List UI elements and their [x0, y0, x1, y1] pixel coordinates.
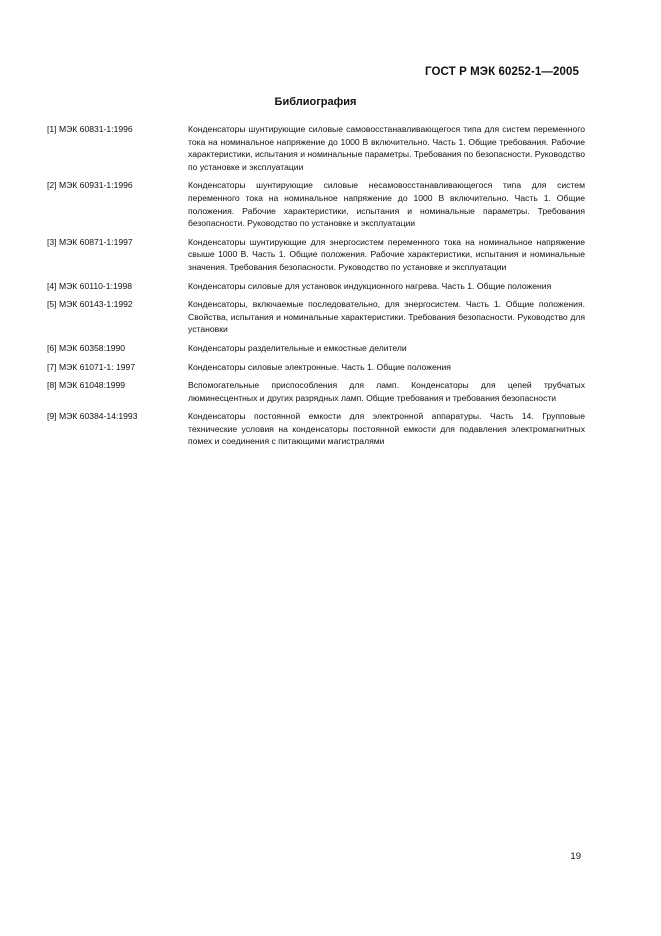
bibliography-entry [47, 410, 585, 448]
bibliography-text: Конденсаторы шунтирующие силовые самовосстанавливающегося типа для систем переменного тока на номинальное напряжение до 1000 В включительно. Часть 1. Общие требования. Рабочие характеристики, испытания и номинальные параметры. Требования по безопасности. Руководство по установке и эксплуатации [188, 124, 585, 172]
bibliography-ref: [6] МЭК 60358:1990 [47, 342, 126, 353]
bibliography-entry [47, 123, 585, 173]
bibliography-ref: [8] МЭК 61048:1999 [47, 380, 126, 391]
bibliography-text: Конденсаторы, включаемые последовательно, для энергосистем. Часть 1. Общие положения. Свойства, испытания и номинальные характеристики. Требования безопасности. Руководство для установки [188, 299, 585, 335]
bibliography-ref: [9] МЭК 60384-14:1993 [47, 411, 138, 422]
bibliography-entry [47, 379, 585, 404]
bibliography-ref: [3] МЭК 60871-1:1997 [47, 236, 133, 247]
bibliography-ref: [4] МЭК 60110-1:1998 [47, 280, 133, 291]
bibliography-entry [47, 280, 585, 293]
bibliography-list [47, 123, 585, 454]
bibliography-text: Конденсаторы шунтирующие силовые несамовосстанавливающегося типа для систем переменного тока на номинальное напряжение до 1000 В включительно. Часть 1. Общие положения. Рабочие характеристики, испытания и номинальные параметры. Требования безопасности. Руководство по установке и эксплуатации [188, 180, 585, 229]
bibliography-ref: [5] МЭК 60143-1:1992 [47, 299, 133, 310]
bibliography-text: Конденсаторы шунтирующие для энергосистем переменного тока на номинальное напряжение свыше 1000 В. Часть 1. Общие положения. Рабочие характеристики, испытания и номинальные значения. Требования безопасности. Руководство по установке и эксплуатации [188, 236, 585, 272]
bibliography-text: Конденсаторы разделительные и емкостные делители [188, 342, 407, 353]
bibliography-text: Конденсаторы силовые для установок индукционного нагрева. Часть 1. Общие положения [188, 280, 552, 291]
bibliography-entry [47, 298, 585, 336]
page-title: Библиография [274, 96, 357, 108]
bibliography-entry [47, 361, 585, 374]
bibliography-ref: [1] МЭК 60831-1:1996 [47, 124, 133, 134]
bibliography-ref: [7] МЭК 61071-1: 1997 [47, 361, 136, 372]
bibliography-ref: [2] МЭК 60931-1:1996 [47, 180, 133, 191]
bibliography-entry [47, 236, 585, 274]
bibliography-text: Конденсаторы постоянной емкости для электронной аппаратуры. Часть 14. Групповые технические условия на конденсаторы постоянной емкости для подавления электромагнитных помех и соединения с питающими магистралями [188, 411, 585, 447]
bibliography-text: Конденсаторы силовые электронные. Часть 1. Общие положения [188, 361, 451, 372]
bibliography-text: Вспомогательные приспособления для ламп. Конденсаторы для цепей трубчатых люминесцентных и других разрядных ламп. Общие требования и требования безопасности [188, 380, 585, 403]
bibliography-entry [47, 342, 585, 355]
document-header: ГОСТ Р МЭК 60252-1—2005 [425, 66, 579, 78]
bibliography-entry [47, 179, 585, 229]
page-number: 19 [570, 851, 581, 862]
